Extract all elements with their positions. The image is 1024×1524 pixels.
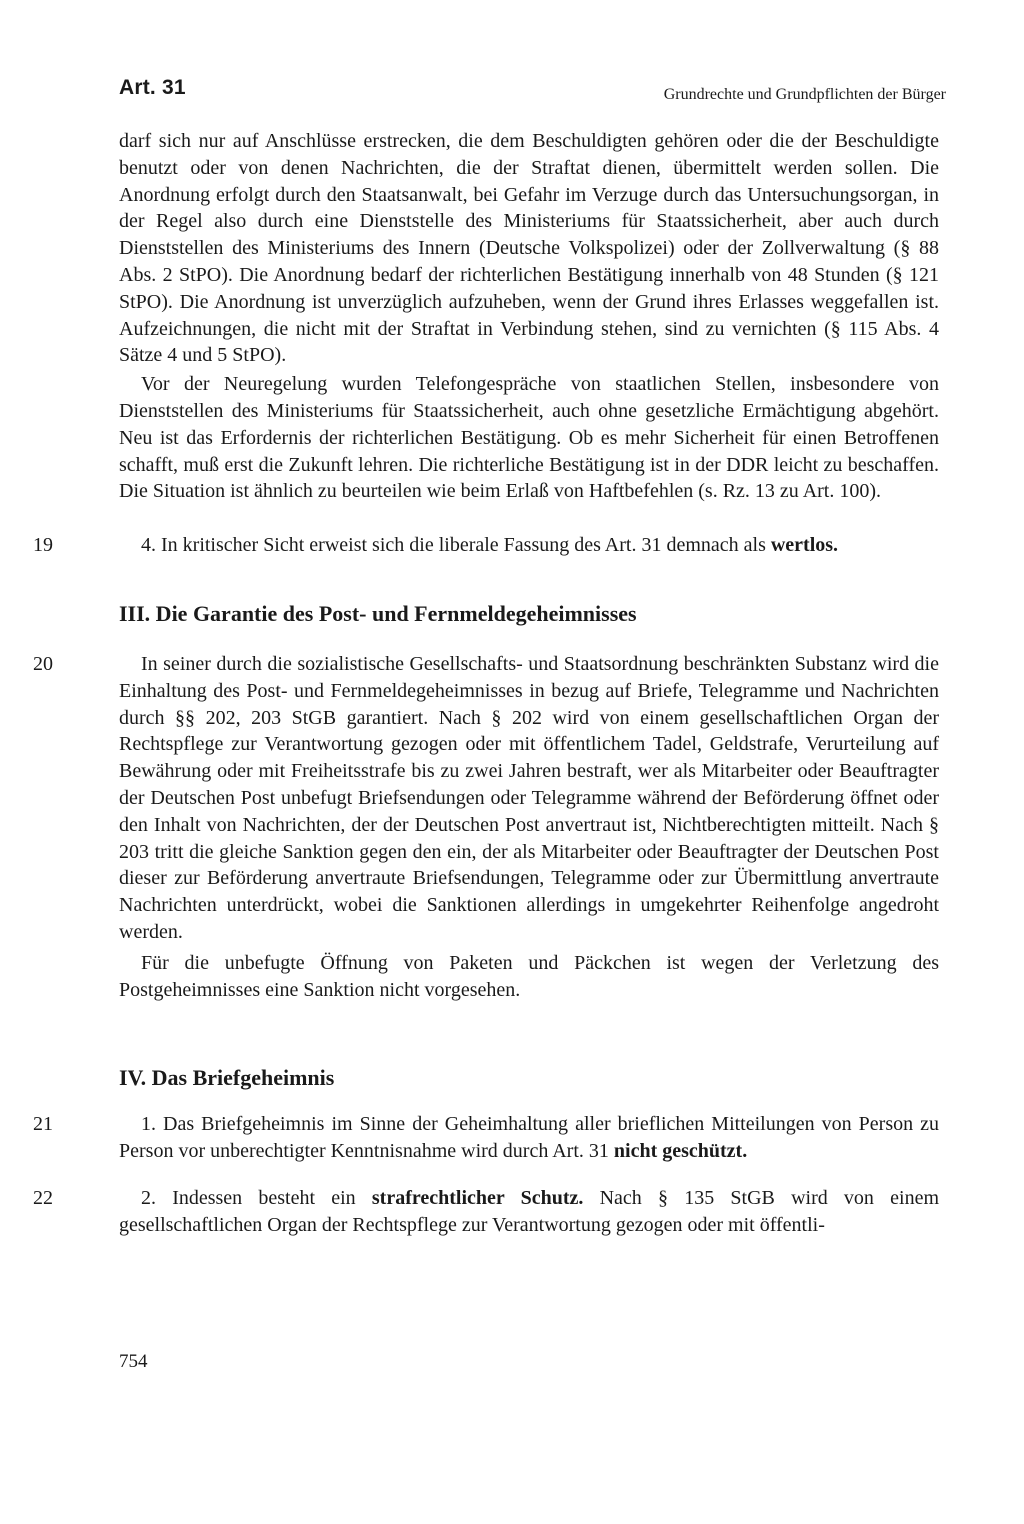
- emphasis: strafrechtlicher Schutz.: [371, 1186, 584, 1209]
- paragraph: Vor der Neuregelung wurden Telefongespräche von staatlichen Stellen, insbesondere von Dienststellen des Ministeriums für Staatssicherheit, auch ohne gesetzliche Ermächtigung abgehört. Neu ist das Erfordernis der richterlichen Bestätigung. Ob es mehr Sicherheit für einen Betroffenen schafft, muß erst die Zukunft lehren. Die richterliche Bestätigung ist in der DDR leicht zu beschaffen. Die Situation ist ähnlich zu beurteilen wie beim Erlaß von Haftbefehlen (s. Rz. 13 zu Art. 100).: [119, 373, 939, 503]
- article-heading: Art. 31: [119, 76, 186, 99]
- numbered-paragraph-19: [33, 532, 939, 559]
- numbered-paragraph-22: [33, 1185, 940, 1239]
- paragraph: Für die unbefugte Öffnung von Paketen und Päckchen ist wegen der Verletzung des Postgeheimnisses eine Sanktion nicht vorgesehen.: [119, 951, 939, 1001]
- page-number: 754: [119, 1351, 148, 1372]
- margin-number: 22: [33, 1186, 53, 1209]
- paragraph-text: 1. Das Briefgeheimnis im Sinne der Geheimhaltung aller brieflichen Mitteilungen von Person zu Person vor unberechtigter Kenntnisnahme wird durch Art. 31 nicht geschützt.: [119, 1113, 939, 1163]
- margin-number: 21: [33, 1113, 53, 1136]
- margin-number: 20: [33, 652, 53, 675]
- paragraph-text: In seiner durch die sozialistische Gesellschafts- und Staatsordnung beschränkten Substanz wird die Einhaltung des Post- und Fernmeldegeheimnisses in bezug auf Briefe, Telegramme und Nachrichten durch §§ 202, 203 StGB garantiert. Nach § 202 wird von einem gesellschaftlichen Organ der Rechtspflege zur Verantwortung gezogen oder mit öffentlichem Tadel, Geldstrafe, Verurteilung auf Bewährung oder mit Freiheitsstrafe bis zu zwei Jahren bestraft, wer als Mitarbeiter oder Beauftragter der Deutschen Post unbefugt Briefsendungen oder Telegramme während der Beförderung öffnet oder den Inhalt von Nachrichten, der der Deutschen Post anvertraut ist, Nichtberechtigten mitteilt. Nach § 203 tritt die gleiche Sanktion gegen den ein, der als Mitarbeiter oder Beauftragter der Deutschen Post dieser zur Beförderung anvertraute Briefsendungen, Telegramme oder zur Übermittlung anvertraute Nachrichten unterdrückt, wobei die Sanktionen allerdings in umgekehrter Reihenfolge angedroht werden.: [119, 652, 939, 943]
- section-heading-iii: III. Die Garantie des Post- und Fernmeldegeheimnisses: [119, 600, 637, 626]
- paragraph-text: 4. In kritischer Sicht erweist sich die liberale Fassung des Art. 31 demnach als wertlos.: [141, 534, 839, 557]
- margin-number: 19: [33, 534, 53, 557]
- section-heading-iv: IV. Das Briefgeheimnis: [119, 1065, 335, 1091]
- emphasis: wertlos.: [770, 534, 839, 557]
- page-body: [33, 128, 940, 1239]
- numbered-paragraph-20: [33, 651, 939, 946]
- numbered-paragraph-21: [33, 1111, 939, 1165]
- paragraph-text: 2. Indessen besteht ein strafrechtlicher Schutz. Nach § 135 StGB wird von einem gesellschaftlichen Organ der Rechtspflege zur Verantwortung gezogen oder mit öffentli-: [119, 1186, 940, 1236]
- emphasis: nicht geschützt.: [613, 1140, 748, 1163]
- paragraph-continuation: darf sich nur auf Anschlüsse erstrecken, die dem Beschuldigten gehören oder die der Beschuldigte benutzt oder von denen Nachrichten, die der Straftat dienen, übermittelt werden sollen. Die Anordnung erfolgt durch den Staatsanwalt, bei Gefahr im Verzuge durch das Untersuchungsorgan, in der Regel also durch eine Dienststelle des Ministeriums für Staatssicherheit, aber auch durch Dienststellen des Ministeriums des Innern (Deutsche Volkspolizei) oder der Zollverwaltung (§ 88 Abs. 2 StPO). Die Anordnung bedarf der richterlichen Bestätigung innerhalb von 48 Stunden (§ 121 StPO). Die Anordnung ist unverzüglich aufzuheben, wenn der Grund ihres Erlasses weggefallen ist. Aufzeichnungen, die nicht mit der Straftat in Verbindung stehen, sind zu vernichten (§ 115 Abs. 4 Sätze 4 und 5 StPO).: [119, 130, 939, 367]
- running-header-title: Grundrechte und Grundpflichten der Bürger: [663, 86, 946, 103]
